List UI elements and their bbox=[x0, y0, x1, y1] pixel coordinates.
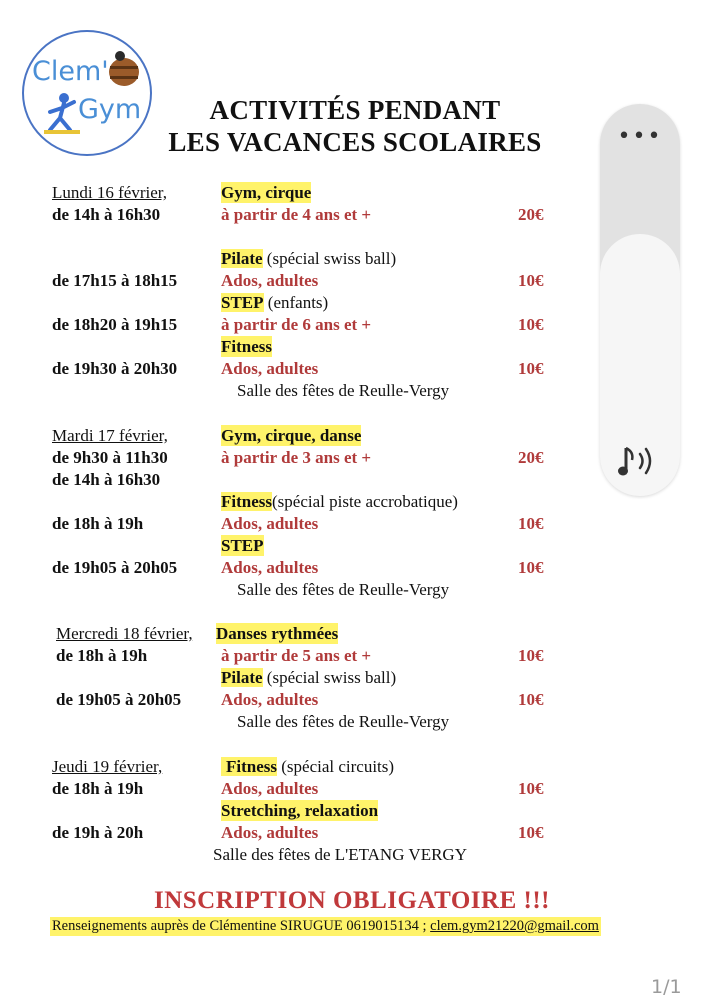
inscription-notice: INSCRIPTION OBLIGATOIRE !!! bbox=[154, 887, 550, 914]
time-slot: de 19h30 à 20h30 bbox=[52, 359, 178, 378]
price: 10€ bbox=[518, 690, 544, 709]
audience: Ados, adultes bbox=[221, 779, 319, 798]
audience: à partir de 6 ans et + bbox=[221, 315, 372, 334]
audience: Ados, adultes bbox=[221, 514, 319, 533]
day-date: Jeudi 19 février, bbox=[52, 757, 163, 776]
side-control-panel bbox=[600, 104, 680, 496]
audio-note-icon[interactable] bbox=[618, 442, 662, 482]
price: 20€ bbox=[518, 448, 544, 467]
activity-line bbox=[221, 292, 328, 313]
activity-note: (enfants) bbox=[263, 293, 329, 312]
time-slot: de 18h à 19h bbox=[52, 514, 144, 533]
activity-name: Stretching, relaxation bbox=[221, 801, 379, 820]
time-slot: de 17h15 à 18h15 bbox=[52, 271, 178, 290]
activity-note: (spécial swiss ball) bbox=[262, 249, 397, 268]
logo-text-line2: Gym bbox=[78, 94, 142, 125]
price: 10€ bbox=[518, 779, 544, 798]
time-slot: de 19h05 à 20h05 bbox=[52, 558, 178, 577]
activity-name: STEP bbox=[221, 536, 264, 555]
audience: à partir de 5 ans et + bbox=[221, 646, 372, 665]
title-line1: ACTIVITÉS PENDANT bbox=[209, 95, 501, 125]
price: 20€ bbox=[518, 205, 544, 224]
activity-name: Fitness bbox=[221, 337, 272, 356]
price: 10€ bbox=[518, 359, 544, 378]
time-slot: de 18h20 à 19h15 bbox=[52, 315, 178, 334]
time-slot: de 9h30 à 11h30 bbox=[52, 448, 168, 467]
price: 10€ bbox=[518, 514, 544, 533]
activity-note: (spécial piste accrobatique) bbox=[272, 492, 458, 511]
venue: Salle des fêtes de Reulle-Vergy bbox=[237, 381, 450, 400]
audience: Ados, adultes bbox=[221, 558, 319, 577]
gymnast-icon bbox=[40, 90, 84, 138]
price: 10€ bbox=[518, 823, 544, 842]
activity-note: (spécial circuits) bbox=[277, 757, 395, 776]
contact-email-link[interactable]: clem.gym21220@gmail.com bbox=[430, 918, 599, 934]
time-slot: de 14h à 16h30 bbox=[52, 205, 161, 224]
audience: à partir de 4 ans et + bbox=[221, 205, 372, 224]
time-slot: de 19h05 à 20h05 bbox=[56, 690, 182, 709]
title-line2: LES VACANCES SCOLAIRES bbox=[168, 127, 542, 157]
venue: Salle des fêtes de Reulle-Vergy bbox=[237, 712, 450, 731]
logo-text-line1: Clem' bbox=[32, 56, 109, 87]
activity-note: (spécial swiss ball) bbox=[262, 668, 397, 687]
activity-line bbox=[221, 667, 396, 688]
activity-name: Fitness bbox=[221, 757, 277, 776]
activity-name: Pilate bbox=[221, 249, 263, 268]
audience: Ados, adultes bbox=[221, 690, 319, 709]
time-slot: de 18h à 19h bbox=[52, 779, 144, 798]
venue: Salle des fêtes de Reulle-Vergy bbox=[237, 580, 450, 599]
price: 10€ bbox=[518, 646, 544, 665]
activity-line bbox=[221, 491, 458, 512]
time-slot: de 14h à 16h30 bbox=[52, 470, 161, 489]
audience: Ados, adultes bbox=[221, 359, 319, 378]
audience: Ados, adultes bbox=[221, 823, 319, 842]
activity-name: Fitness bbox=[221, 492, 272, 511]
activity-name: STEP bbox=[221, 293, 264, 312]
venue: Salle des fêtes de L'ETANG VERGY bbox=[213, 845, 467, 864]
clem-gym-logo bbox=[22, 30, 152, 156]
activity-name: Pilate bbox=[221, 668, 263, 687]
activity-line bbox=[221, 756, 394, 777]
day-date: Mardi 17 février, bbox=[52, 426, 168, 445]
more-options-icon[interactable]: ••• bbox=[617, 124, 663, 149]
time-slot: de 19h à 20h bbox=[52, 823, 144, 842]
contact-line bbox=[50, 917, 601, 936]
activity-name: Gym, cirque, danse bbox=[221, 426, 362, 445]
activity-line bbox=[221, 248, 396, 269]
day-date: Lundi 16 février, bbox=[52, 183, 167, 202]
page-indicator: 1/1 bbox=[651, 976, 682, 998]
price: 10€ bbox=[518, 558, 544, 577]
audience: Ados, adultes bbox=[221, 271, 319, 290]
time-slot: de 18h à 19h bbox=[56, 646, 148, 665]
price: 10€ bbox=[518, 315, 544, 334]
activity-name: Gym, cirque bbox=[221, 183, 312, 202]
activity-name: Danses rythmées bbox=[216, 624, 339, 643]
audience: à partir de 3 ans et + bbox=[221, 448, 372, 467]
page-title bbox=[140, 94, 570, 158]
day-date: Mercredi 18 février, bbox=[56, 624, 193, 643]
price: 10€ bbox=[518, 271, 544, 290]
barrel-icon bbox=[106, 50, 142, 90]
contact-text: Renseignements auprès de Clémentine SIRUGUE 0619015134 ; bbox=[52, 918, 431, 934]
